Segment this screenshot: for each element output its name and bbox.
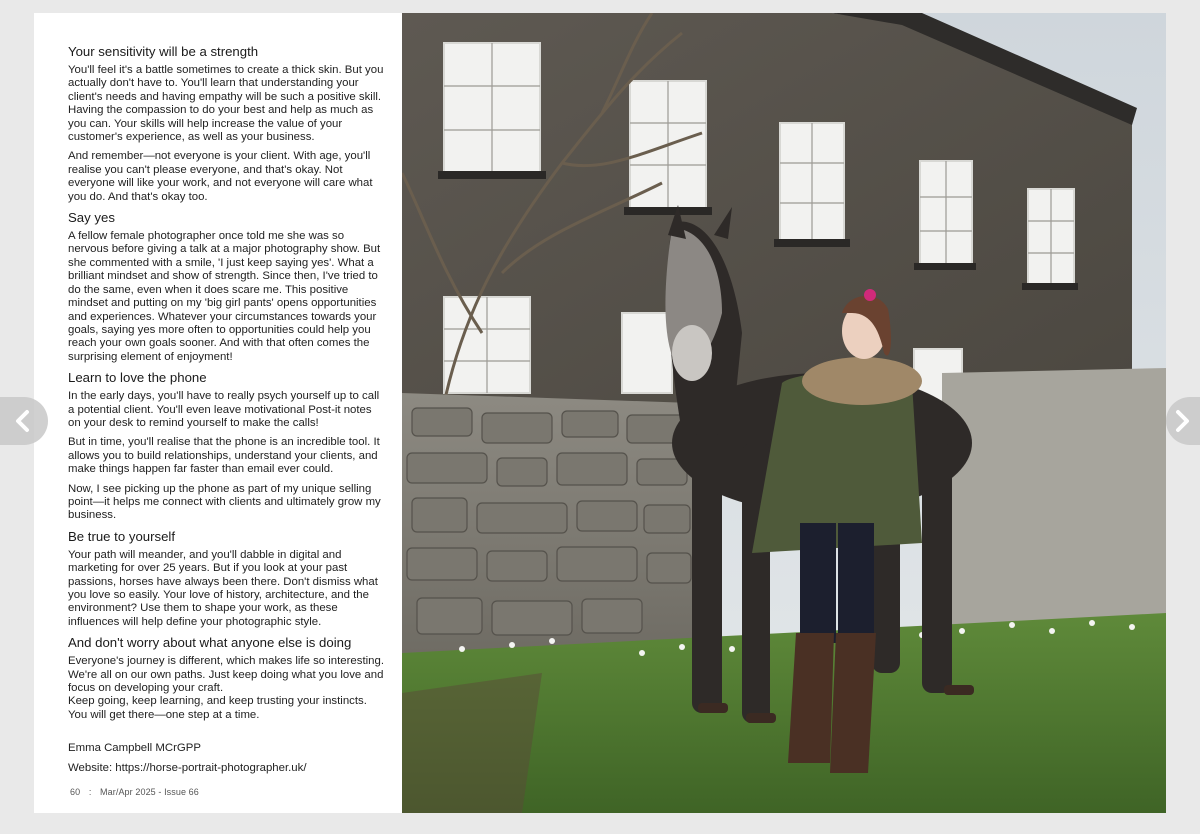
section-heading: Be true to yourself <box>68 528 176 544</box>
paragraph: Now, I see picking up the phone as part of my unique selling point—it helps me connect with clients and ultimately grow my business. <box>68 482 381 522</box>
section-heading: And don't worry about what anyone else is doing <box>68 635 352 651</box>
paragraph: You'll feel it's a battle sometimes to create a thick skin. But you actually don't have to. You'll learn that understanding your client's needs and having empathy will be such a positive skill. Having the compassion to do your best and help as much as you can. Your skills will help increase the value of your customer's experience, as well as your business. <box>68 64 384 144</box>
signature-block <box>68 742 384 775</box>
section-true-to-yourself <box>68 529 384 629</box>
footer-separator: : <box>88 787 92 797</box>
section-say-yes <box>68 210 384 364</box>
right-page-photo <box>402 13 1166 813</box>
paragraph: But in time, you'll realise that the phone is an incredible tool. It allows you to build relationships, understand your clients, and make things happen far faster than email ever could. <box>68 436 380 476</box>
section-heading: Your sensitivity will be a strength <box>68 44 259 59</box>
issue-label: Mar/Apr 2025 - Issue 66 <box>100 787 199 797</box>
prev-page-button[interactable] <box>0 397 48 445</box>
article-column <box>68 44 384 781</box>
paragraph: Keep going, keep learning, and keep trusting your instincts. You will get there—one step at a time. <box>68 695 367 721</box>
section-phone <box>68 370 384 523</box>
author-name: Emma Campbell MCrGPP <box>68 742 201 755</box>
section-heading: Say yes <box>68 210 115 226</box>
paragraph: Everyone's journey is different, which makes life so interesting. We're all on our own paths. Just keep doing what you love and focus on developing your craft. <box>68 655 384 695</box>
section-dont-worry <box>68 635 384 722</box>
horse-rider-photo <box>402 13 1166 813</box>
page-number: 60 <box>70 787 81 797</box>
paragraph: Your path will meander, and you'll dabble in digital and marketing for over 25 years. But if you look at your past passions, horses have always been there. Don't dismiss what you love so easily. Your love of history, architecture, and the environment? Use them to shape your work, as these influences will help define your photographic style. <box>68 548 378 628</box>
author-website[interactable]: Website: https://horse-portrait-photographer.uk/ <box>68 761 307 774</box>
paragraph: And remember—not everyone is your client. With age, you'll realise you can't please everyone, and that's okay. Not everyone will like your work, and not everyone will care what you do. And that's okay too. <box>68 150 373 203</box>
page-footer <box>70 787 205 797</box>
section-heading: Learn to love the phone <box>68 370 207 386</box>
left-page <box>34 13 402 813</box>
chevron-left-icon <box>12 409 34 433</box>
paragraph: A fellow female photographer once told me she was so nervous before giving a talk at a major photography show. But she commented with a smile, 'I just keep saying yes'. What a brilliant mindset and show of strength. Since then, I've tried to do the same, even when it does scare me. This positive mindset and putting on my 'big girl pants' opens opportunities and experiences. Whatever your circumstances towards your goals, saying yes more often to opportunities could help you reach your own goals sooner. And with that often comes the surprising element of enjoyment! <box>68 230 381 363</box>
next-page-button[interactable] <box>1166 397 1200 445</box>
section-sensitivity <box>68 44 384 204</box>
paragraph: In the early days, you'll have to really psych yourself up to call a potential client. You'll even leave motivational Post-it notes on your desk to remind yourself to make the calls! <box>68 390 380 429</box>
chevron-right-icon <box>1171 409 1193 433</box>
